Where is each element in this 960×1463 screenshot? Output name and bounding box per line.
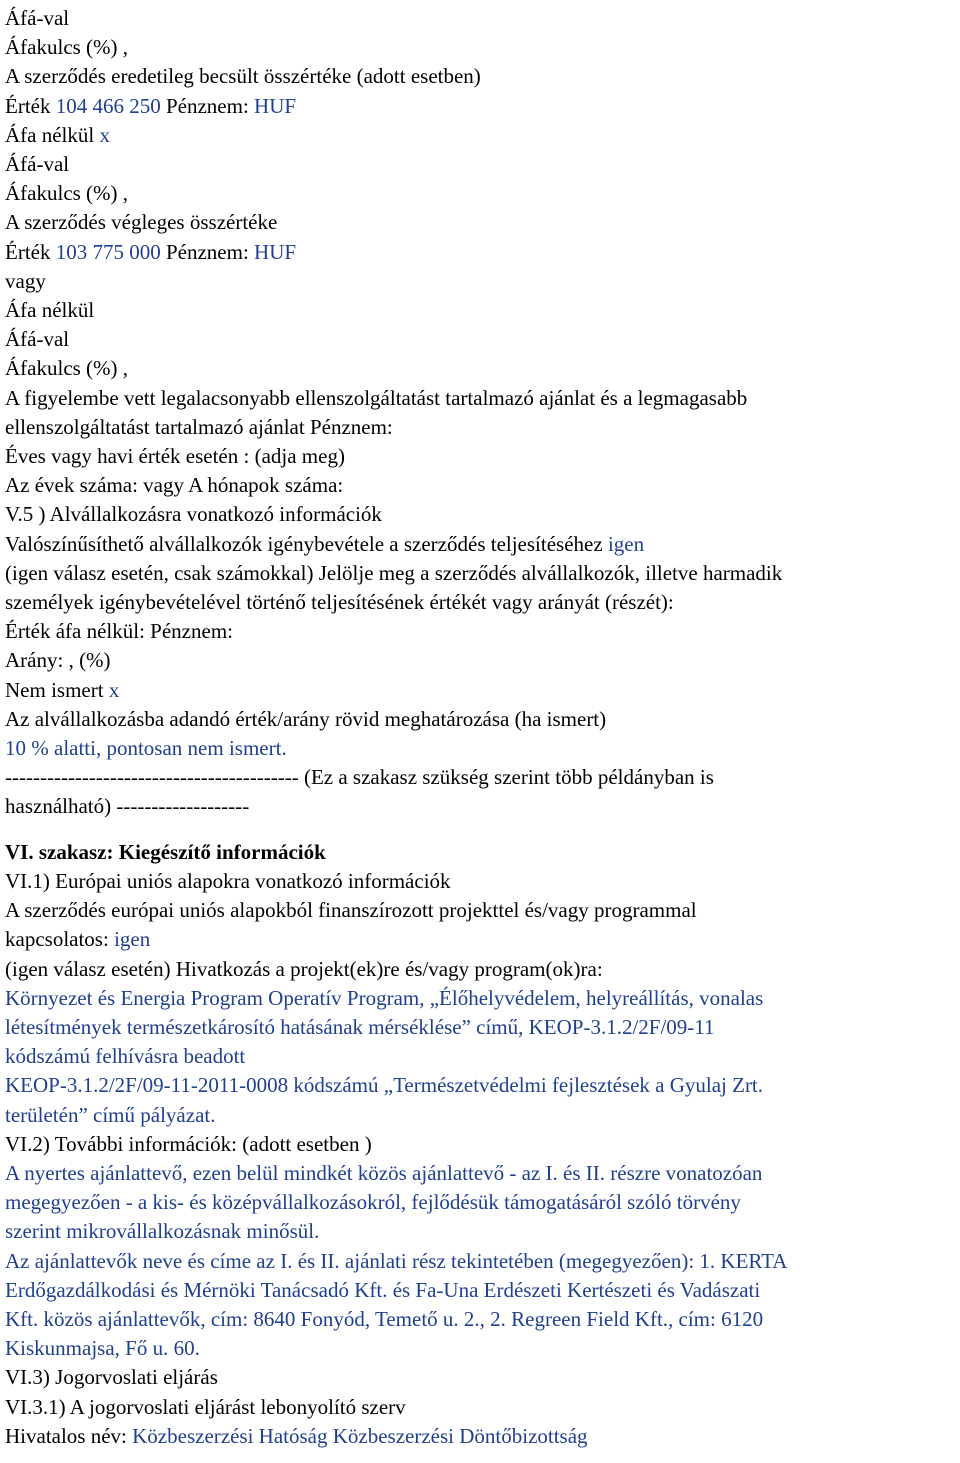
- final-value: 103 775 000: [55, 239, 161, 264]
- text-line: Áfá-val: [5, 327, 70, 352]
- value-label: Érték: [5, 239, 51, 264]
- text-line: Az évek száma: vagy A hónapok száma:: [5, 473, 344, 498]
- subcontracting-line: [5, 530, 957, 559]
- currency-label: Pénznem:: [165, 239, 249, 264]
- additional-info: megegyezően - a kis- és középvállalkozásokról, fejlődésük támogatásáról szóló törvény: [5, 1190, 741, 1215]
- text-line: ------------------------------------------ (Ez a szakasz szükség szerint több példányban is: [5, 765, 714, 790]
- project-reference: létesítmények természetkárosító hatásának mérséklése” című, KEOP-3.1.2/2F/09-11: [5, 1014, 715, 1039]
- currency-label: Pénznem:: [165, 93, 249, 118]
- subsection-title: VI.3) Jogorvoslati eljárás: [5, 1365, 218, 1390]
- original-value: 104 466 250: [55, 93, 161, 118]
- subcontracting-description: 10 % alatti, pontosan nem ismert.: [5, 736, 287, 761]
- subcontracting-label: Valószínűsíthető alvállalkozók igénybevétele a szerződés teljesítéséhez: [5, 531, 603, 556]
- document-page: [5, 4, 957, 1451]
- additional-info: Kft. közös ajánlattevők, cím: 8640 Fonyód, Temető u. 2., 2. Regreen Field Kft., cím: 6120: [5, 1306, 764, 1331]
- text-line: Áfa nélkül: [5, 298, 95, 323]
- text-line: A szerződés európai uniós alapokból finanszírozott projekttel és/vagy programmal: [5, 898, 697, 923]
- vat-excluded-mark: x: [99, 122, 110, 147]
- official-name-line: [5, 1422, 957, 1451]
- vat-excluded-line: [5, 121, 957, 150]
- text-line: személyek igénybevételével történő teljesítésének értékét vagy arányát (részét):: [5, 590, 674, 615]
- text-line: A szerződés végleges összértéke: [5, 210, 278, 235]
- text-line: Éves vagy havi érték esetén : (adja meg): [5, 444, 345, 469]
- subsection-title: VI.2) További információk: (adott esetben ): [5, 1131, 372, 1156]
- currency-value: HUF: [254, 93, 297, 118]
- text-line: Áfá-val: [5, 6, 70, 30]
- eu-funds-label: kapcsolatos:: [5, 927, 109, 952]
- not-known-mark: x: [108, 677, 120, 702]
- official-name-value: Közbeszerzési Hatóság Közbeszerzési Döntőbizottság: [132, 1423, 588, 1448]
- additional-info: Erdőgazdálkodási és Mérnöki Tanácsadó Kft. és Fa-Una Erdészeti Kertészeti és Vadászati: [5, 1277, 761, 1302]
- text-line: Az alvállalkozásba adandó érték/arány rövid meghatározása (ha ismert): [5, 706, 607, 731]
- text-line: vagy: [5, 268, 46, 293]
- not-known-line: [5, 676, 957, 705]
- text-line: Áfakulcs (%) ,: [5, 181, 129, 206]
- project-reference: kódszámú felhívásra beadott: [5, 1044, 246, 1069]
- final-value-line: [5, 238, 957, 267]
- text-line: Érték áfa nélkül: Pénznem:: [5, 619, 233, 644]
- text-line: Arány: , (%): [5, 648, 111, 673]
- currency-value: HUF: [254, 239, 297, 264]
- section-title: V.5 ) Alvállalkozásra vonatkozó információk: [5, 502, 382, 527]
- text-line: Áfá-val: [5, 152, 70, 177]
- text-line: (igen válasz esetén, csak számokkal) Jelölje meg a szerződés alvállalkozók, illetve harmadik: [5, 560, 783, 585]
- text-line: használható) -------------------: [5, 794, 250, 819]
- section-heading: VI. szakasz: Kiegészítő információk: [5, 839, 326, 864]
- official-name-label: Hivatalos név:: [5, 1423, 127, 1448]
- project-reference: területén” című pályázat.: [5, 1102, 216, 1127]
- text-line: A figyelembe vett legalacsonyabb ellenszolgáltatást tartalmazó ajánlat és a legmagasabb: [5, 385, 748, 410]
- subsection-title: VI.3.1) A jogorvoslati eljárást lebonyolító szerv: [5, 1394, 406, 1419]
- text-line: Áfakulcs (%) ,: [5, 356, 129, 381]
- vat-excluded-label: Áfa nélkül: [5, 122, 95, 147]
- text-line: Áfakulcs (%) ,: [5, 35, 129, 60]
- text-line: (igen válasz esetén) Hivatkozás a projekt(ek)re és/vagy program(ok)ra:: [5, 956, 603, 981]
- text-line: ellenszolgáltatást tartalmazó ajánlat Pénznem:: [5, 414, 393, 439]
- original-value-line: [5, 92, 957, 121]
- project-reference: Környezet és Energia Program Operatív Program, „Élőhelyvédelem, helyreállítás, vonalas: [5, 985, 764, 1010]
- subcontracting-value: igen: [607, 531, 645, 556]
- not-known-label: Nem ismert: [5, 677, 104, 702]
- additional-info: Az ajánlattevők neve és címe az I. és II. ajánlati rész tekintetében (megegyezően): 1. KERTA: [5, 1248, 788, 1273]
- subsection-title: VI.1) Európai uniós alapokra vonatkozó információk: [5, 868, 451, 893]
- additional-info: szerint mikrovállalkozásnak minősül.: [5, 1219, 320, 1244]
- additional-info: Kiskunmajsa, Fő u. 60.: [5, 1336, 200, 1361]
- text-line: A szerződés eredetileg becsült összértéke (adott esetben): [5, 64, 481, 89]
- project-reference: KEOP-3.1.2/2F/09-11-2011-0008 kódszámú „Természetvédelmi fejlesztések a Gyulaj Zrt.: [5, 1073, 764, 1098]
- additional-info: A nyertes ajánlattevő, ezen belül mindkét közös ajánlattevő - az I. és II. részre vonatozóan: [5, 1160, 763, 1185]
- eu-funds-value: igen: [114, 927, 151, 952]
- eu-funds-line: [5, 925, 957, 954]
- value-label: Érték: [5, 93, 51, 118]
